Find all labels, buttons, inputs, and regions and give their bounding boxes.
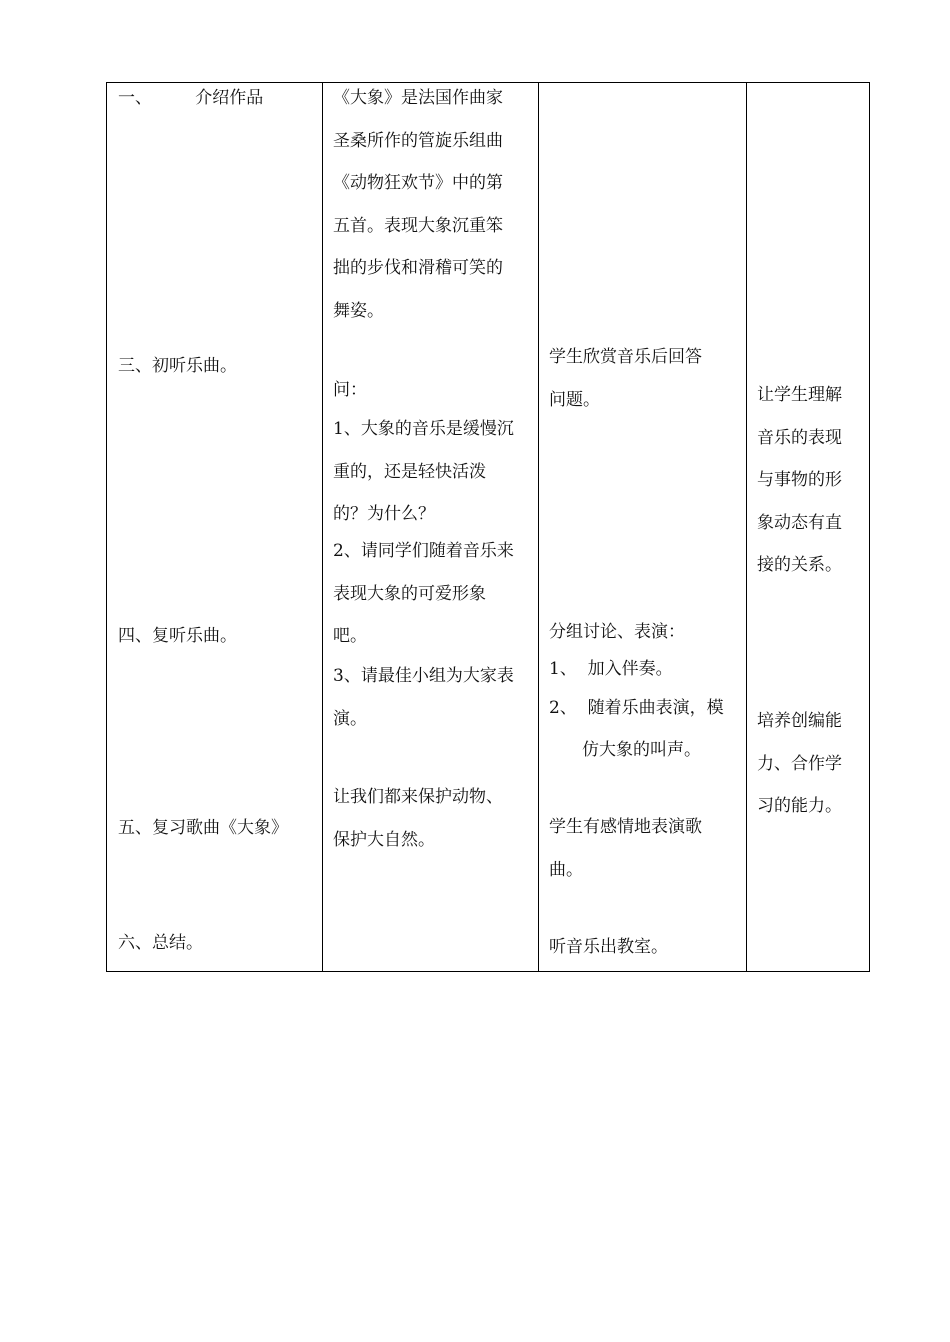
purpose-line: 力、合作学 <box>757 753 842 774</box>
question-3 <box>333 655 514 740</box>
exit-text: 听音乐出教室。 <box>549 937 668 957</box>
intro-line: 舞姿。 <box>333 300 384 321</box>
step-review-song: 五、复习歌曲《大象》 <box>118 818 288 838</box>
purpose-line: 接的关系。 <box>757 555 842 575</box>
intro-line: 《大象》是法国作曲家 <box>333 88 503 108</box>
question-line: 2、请同学们随着音乐来 <box>333 541 514 561</box>
intro-line: 圣桑所作的管旋乐组曲 <box>333 130 503 151</box>
intro-text <box>333 77 503 332</box>
question-line: 吧。 <box>333 626 367 646</box>
question-1 <box>333 408 514 536</box>
column-divider <box>746 83 747 971</box>
step-intro: 一、 介绍作品 <box>118 88 264 108</box>
question-line: 1、大象的音乐是缓慢沉 <box>333 419 514 439</box>
group-item-2-cont: 仿大象的叫声。 <box>582 740 701 760</box>
perform-line: 学生有感情地表演歌 <box>549 817 702 837</box>
question-line: 的？为什么？ <box>333 504 435 524</box>
student-answer <box>549 336 702 421</box>
closing-text <box>333 776 503 861</box>
intro-line: 拙的步伐和滑稽可笑的 <box>333 258 503 278</box>
intro-line: 《动物狂欢节》中的第 <box>333 173 503 193</box>
answer-line: 问题。 <box>549 389 600 410</box>
group-item-2: 2、 随着乐曲表演，模 <box>549 698 724 718</box>
column-divider <box>538 83 539 971</box>
question-line: 3、请最佳小组为大家表 <box>333 666 514 686</box>
step-second-listen: 四、复听乐曲。 <box>118 626 237 646</box>
purpose-2 <box>757 700 842 828</box>
step-first-listen: 三、初听乐曲。 <box>118 356 237 376</box>
closing-line: 保护大自然。 <box>333 829 435 850</box>
question-line: 重的，还是轻快活泼 <box>333 461 486 482</box>
purpose-line: 象动态有直 <box>757 512 842 533</box>
group-item-1: 1、 加入伴奏。 <box>549 659 673 679</box>
step-summary: 六、总结。 <box>118 933 203 953</box>
closing-line: 让我们都来保护动物、 <box>333 787 503 807</box>
question-line: 演。 <box>333 708 367 729</box>
purpose-1 <box>757 374 842 587</box>
purpose-line: 习的能力。 <box>757 796 842 816</box>
answer-line: 学生欣赏音乐后回答 <box>549 347 702 367</box>
intro-line: 五首。表现大象沉重笨 <box>333 215 503 236</box>
purpose-line: 音乐的表现 <box>757 427 842 448</box>
group-label: 分组讨论、表演： <box>549 622 685 642</box>
student-perform <box>549 806 702 891</box>
purpose-line: 与事物的形 <box>757 470 842 490</box>
purpose-line: 让学生理解 <box>757 385 842 405</box>
question-line: 表现大象的可爱形象 <box>333 583 486 604</box>
column-divider <box>322 83 323 971</box>
question-2 <box>333 530 514 658</box>
perform-line: 曲。 <box>549 859 583 880</box>
question-label: 问： <box>333 380 367 400</box>
purpose-line: 培养创编能 <box>757 711 842 731</box>
